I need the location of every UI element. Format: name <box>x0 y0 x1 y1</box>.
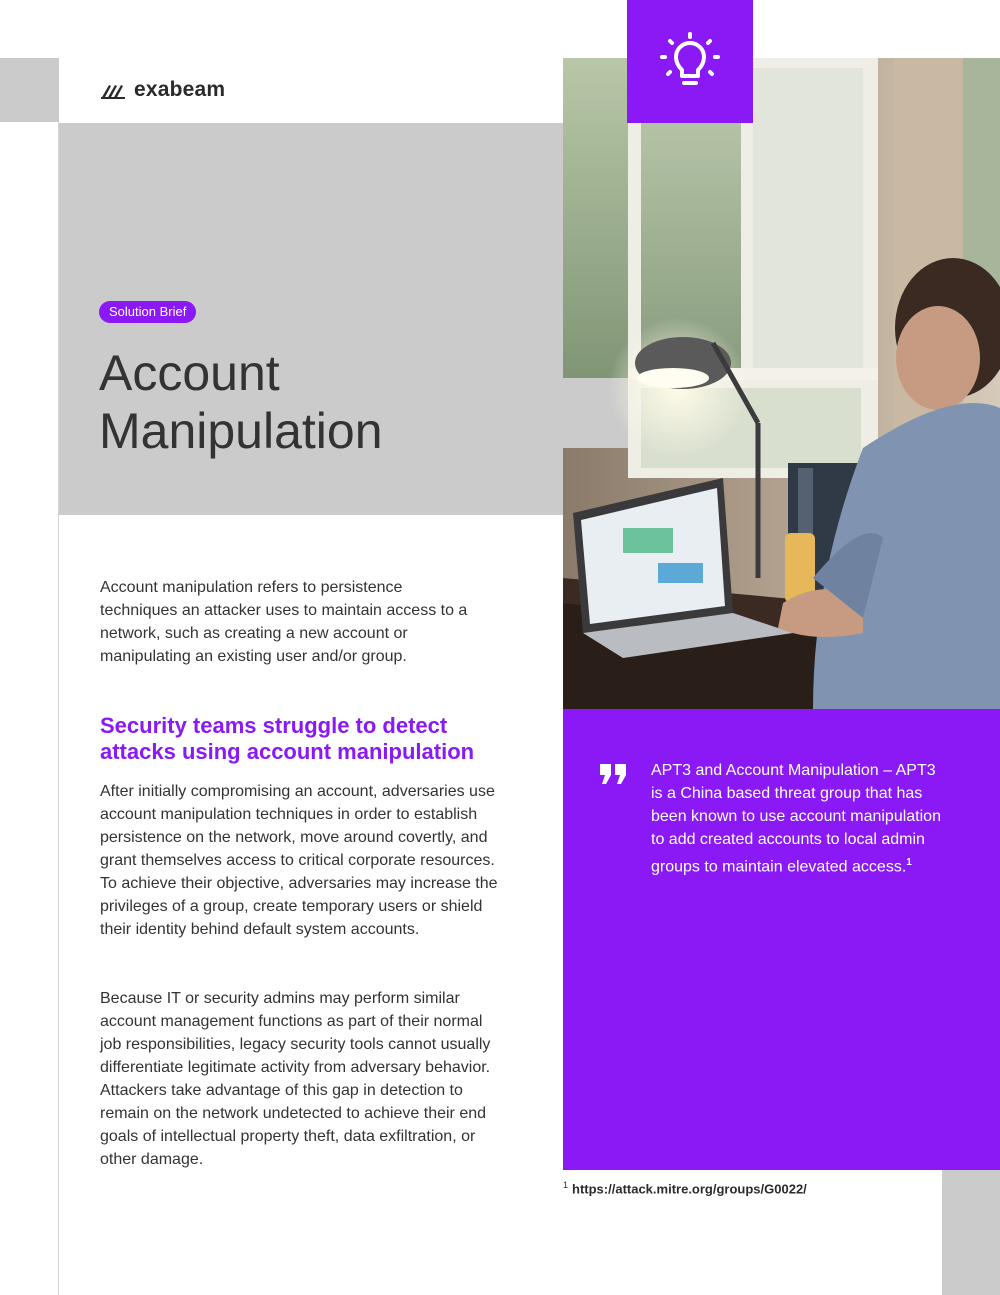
brand-name: exabeam <box>134 78 226 101</box>
quote-footnote-ref: 1 <box>906 857 912 868</box>
lightbulb-icon <box>658 30 722 94</box>
footnote-link[interactable]: https://attack.mitre.org/groups/G0022/ <box>572 1181 807 1197</box>
title-line-2: Manipulation <box>99 403 383 459</box>
decorative-grey-block <box>0 58 59 122</box>
exabeam-logo-icon <box>100 80 126 100</box>
document-type-badge: Solution Brief <box>99 301 196 323</box>
footnote <box>563 1180 807 1196</box>
section-heading: Security teams struggle to detect attacks using account manipulation <box>100 713 475 764</box>
footnote-number: 1 <box>563 1180 569 1190</box>
body-paragraph-2: Because IT or security admins may perform similar account management functions as part of their normal job responsibilities, legacy security tools cannot usually differentiate legitimate activity from adversary behavior. Attackers take advantage of this gap in detection to remain on the network undetected to achieve their end goals of intellectual property theft, data exfiltration, or other damage. <box>100 990 491 1168</box>
decorative-grey-block-bottom <box>942 1170 1000 1295</box>
intro-paragraph: Account manipulation refers to persistence techniques an attacker uses to maintain access to a network, such as creating a new account or manipulating an existing user and/or group. <box>100 579 468 665</box>
lightbulb-tile <box>627 0 753 123</box>
brand-logo <box>100 78 225 102</box>
title-line-1: Account <box>99 345 280 401</box>
body-paragraph-1: After initially compromising an account, adversaries use account manipulation techniques in order to establish persistence on the network, move around covertly, and grant themselves access to critical corporate resources. To achieve their objective, adversaries may increase the privileges of a group, create temporary users or shield their identity behind default system accounts. <box>100 783 498 938</box>
quote-icon <box>600 764 628 791</box>
page-title <box>99 344 559 460</box>
hero-photo <box>563 58 1000 709</box>
quote-body: APT3 and Account Manipulation – APT3 is a China based threat group that has been known to use account manipulation to add created accounts to local admin groups to maintain elevated access. <box>651 762 941 876</box>
quote-text <box>651 759 941 878</box>
